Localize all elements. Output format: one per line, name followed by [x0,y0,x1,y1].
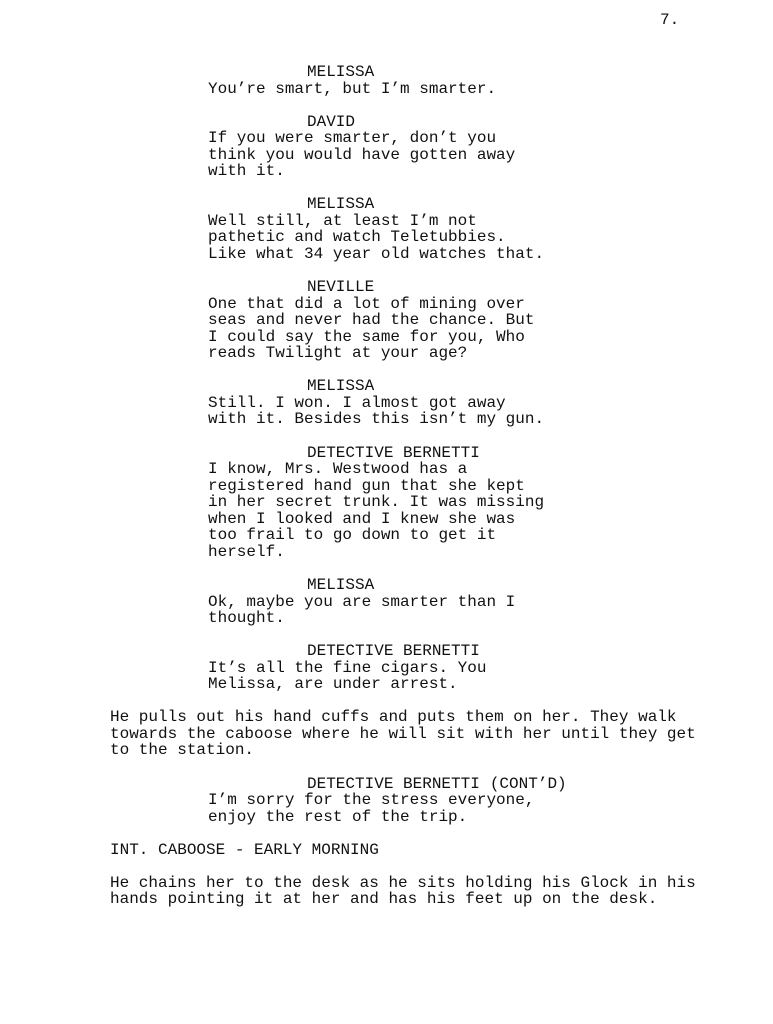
dialogue-line: seas and never had the chance. But [208,311,535,330]
dialogue-line: with it. Besides this isn’t my gun. [208,410,545,429]
dialogue-block [0,279,773,362]
action-block [0,709,773,759]
character-cue [0,445,773,462]
dialogue-block [0,196,773,262]
character-name: MELISSA [307,377,375,396]
character-name: DETECTIVE BERNETTI [307,774,480,793]
dialogue-line: Melissa, are under arrest. [208,675,458,694]
dialogue-block [0,643,773,693]
dialogue-block [0,445,773,561]
action-block [0,875,773,908]
character-cue [0,378,773,395]
dialogue-line: with it. [208,162,285,181]
scene-heading: INT. CABOOSE - EARLY MORNING [110,840,379,859]
dialogue-line: Well still, at least I’m not [208,211,477,230]
character-cue [0,64,773,81]
character-name: MELISSA [307,195,375,214]
character-extension: (CONT’D) [489,774,567,793]
dialogue-line: in her secret trunk. It was missing [208,493,545,512]
dialogue-line: think you would have gotten away [208,145,516,164]
character-name: DETECTIVE BERNETTI [307,443,480,462]
character-name: MELISSA [307,575,375,594]
character-cue [0,643,773,660]
page-number: 7. [660,11,680,29]
dialogue-block [0,114,773,180]
dialogue-line: too frail to go down to get it [208,526,497,545]
dialogue-block [0,378,773,428]
dialogue-line: I’m sorry for the stress everyone, [208,791,535,810]
dialogue-line: thought. [208,609,285,628]
dialogue-block [0,776,773,826]
dialogue-line: reads Twilight at your age? [208,344,468,363]
dialogue-line: I know, Mrs. Westwood has a [208,460,468,479]
dialogue-line: when I looked and I knew she was [208,509,516,528]
dialogue-line: If you were smarter, don’t you [208,129,497,148]
character-name: DETECTIVE BERNETTI [307,642,480,661]
character-cue [0,114,773,131]
dialogue-line: pathetic and watch Teletubbies. [208,228,506,247]
character-name: DAVID [307,112,356,131]
action-line: towards the caboose where he will sit with her until they get [110,724,696,743]
dialogue-line: Like what 34 year old watches that. [208,245,545,264]
dialogue-line: It’s all the fine cigars. You [208,658,487,677]
character-name: NEVILLE [307,278,375,297]
character-cue [0,279,773,296]
dialogue-line: registered hand gun that she kept [208,476,525,495]
character-cue [0,196,773,213]
action-line: He chains her to the desk as he sits holding his Glock in his [110,873,696,892]
dialogue-line: I could say the same for you, Who [208,327,525,346]
dialogue-line: One that did a lot of mining over [208,294,525,313]
dialogue-line: enjoy the rest of the trip. [208,807,468,826]
action-line: to the station. [110,741,255,760]
dialogue-block [0,64,773,97]
dialogue-line: Still. I won. I almost got away [208,393,506,412]
character-cue [0,776,773,793]
dialogue-line: You’re smart, but I’m smarter. [208,79,497,98]
dialogue-line: Ok, maybe you are smarter than I [208,592,516,611]
script-body [0,64,773,924]
character-cue [0,577,773,594]
action-line: He pulls out his hand cuffs and puts them on her. They walk [110,708,677,727]
action-line: hands pointing it at her and has his feet up on the desk. [110,890,658,909]
dialogue-block [0,577,773,627]
character-name: MELISSA [307,63,375,81]
dialogue-line: herself. [208,542,285,561]
